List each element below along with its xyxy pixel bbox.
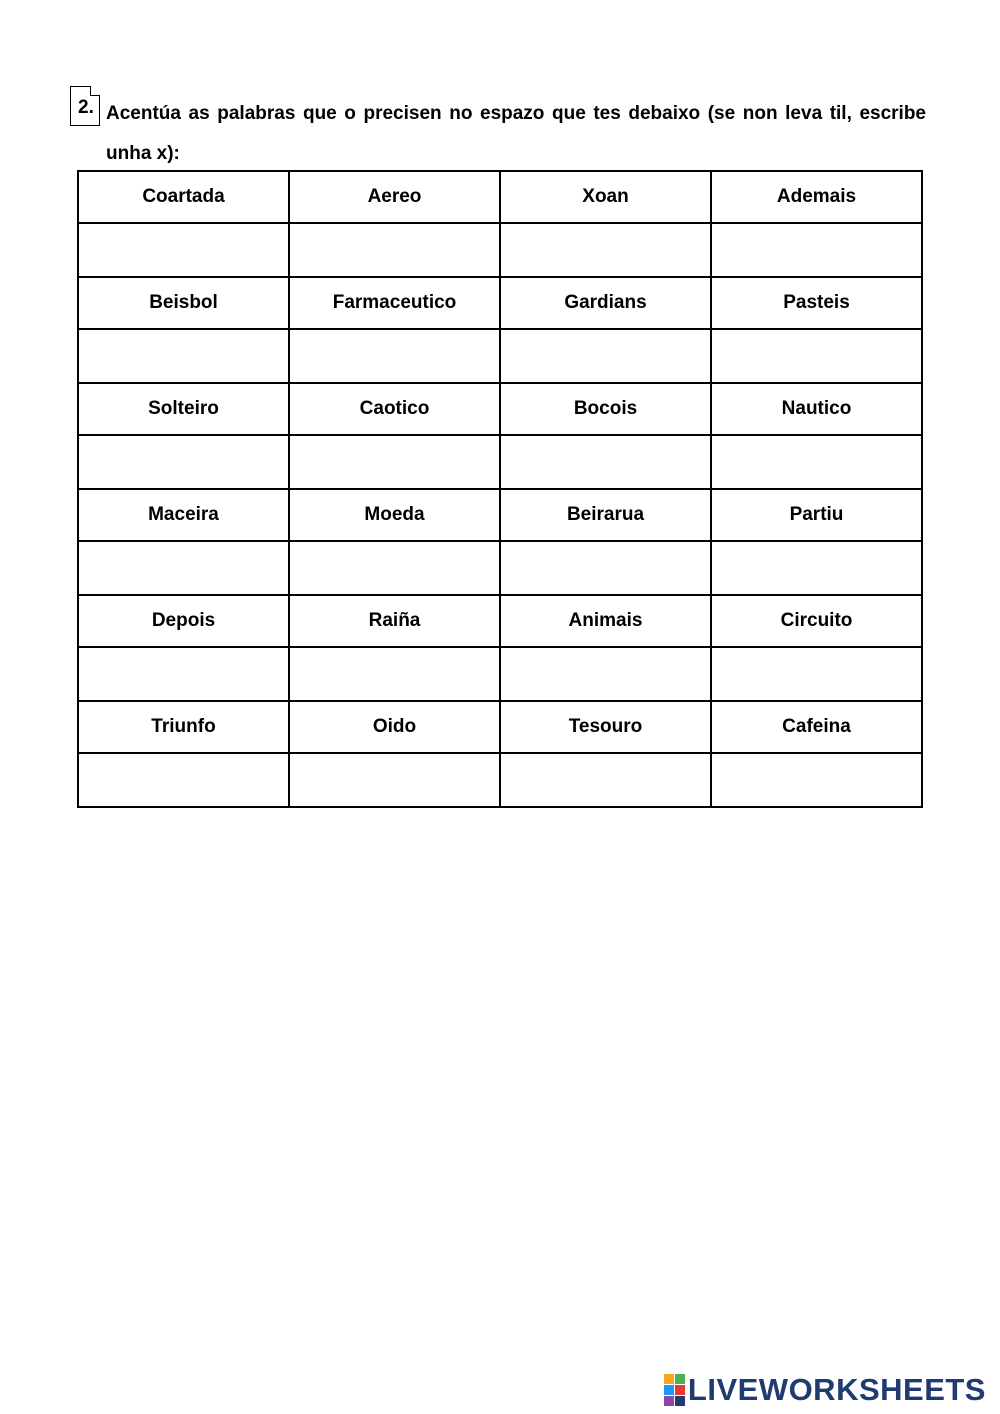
answer-cell xyxy=(711,753,922,807)
word-cell: Moeda xyxy=(289,489,500,541)
logo-text: LIVEWORKSHEETS xyxy=(687,1372,986,1407)
answer-row xyxy=(78,435,922,489)
answer-input[interactable] xyxy=(712,754,925,806)
answer-input[interactable] xyxy=(79,648,292,700)
answer-input[interactable] xyxy=(501,436,714,488)
answer-input[interactable] xyxy=(79,436,292,488)
accent-words-table xyxy=(77,170,923,808)
answer-cell xyxy=(711,223,922,277)
answer-cell xyxy=(289,541,500,595)
answer-input[interactable] xyxy=(79,542,292,594)
answer-cell xyxy=(711,541,922,595)
word-cell: Animais xyxy=(500,595,711,647)
answer-cell xyxy=(289,435,500,489)
answer-cell xyxy=(78,329,289,383)
answer-row xyxy=(78,223,922,277)
answer-input[interactable] xyxy=(712,224,925,276)
answer-input[interactable] xyxy=(501,754,714,806)
word-cell: Triunfo xyxy=(78,701,289,753)
answer-cell xyxy=(78,541,289,595)
answer-cell xyxy=(289,647,500,701)
word-row xyxy=(78,595,922,647)
answer-input[interactable] xyxy=(712,648,925,700)
word-cell: Oido xyxy=(289,701,500,753)
answer-cell xyxy=(78,435,289,489)
word-cell: Farmaceutico xyxy=(289,277,500,329)
answer-cell xyxy=(500,329,711,383)
answer-cell xyxy=(78,647,289,701)
word-row xyxy=(78,489,922,541)
answer-input[interactable] xyxy=(712,330,925,382)
answer-cell xyxy=(78,753,289,807)
answer-input[interactable] xyxy=(712,542,925,594)
answer-cell xyxy=(500,541,711,595)
word-cell: Nautico xyxy=(711,383,922,435)
answer-input[interactable] xyxy=(501,330,714,382)
answer-cell xyxy=(500,435,711,489)
answer-input[interactable] xyxy=(79,330,292,382)
word-cell: Caotico xyxy=(289,383,500,435)
answer-input[interactable] xyxy=(712,436,925,488)
word-cell: Xoan xyxy=(500,171,711,223)
answer-row xyxy=(78,647,922,701)
word-cell: Tesouro xyxy=(500,701,711,753)
answer-cell xyxy=(711,435,922,489)
word-cell: Partiu xyxy=(711,489,922,541)
answer-input[interactable] xyxy=(501,224,714,276)
answer-cell xyxy=(711,647,922,701)
answer-input[interactable] xyxy=(290,542,503,594)
answer-input[interactable] xyxy=(290,224,503,276)
answer-cell xyxy=(289,753,500,807)
answer-input[interactable] xyxy=(79,754,292,806)
word-cell: Coartada xyxy=(78,171,289,223)
answer-input[interactable] xyxy=(290,648,503,700)
question-number: 2. xyxy=(78,97,94,118)
answer-input[interactable] xyxy=(290,754,503,806)
answer-cell xyxy=(500,753,711,807)
answer-cell xyxy=(500,223,711,277)
answer-cell xyxy=(711,329,922,383)
word-row xyxy=(78,701,922,753)
word-cell: Beirarua xyxy=(500,489,711,541)
answer-row xyxy=(78,329,922,383)
answer-cell xyxy=(289,223,500,277)
word-cell: Beisbol xyxy=(78,277,289,329)
word-cell: Cafeina xyxy=(711,701,922,753)
liveworksheets-logo-icon xyxy=(664,1374,685,1406)
answer-row xyxy=(78,753,922,807)
word-cell: Pasteis xyxy=(711,277,922,329)
question-instructions: Acentúa as palabras que o precisen no espazo que tes debaixo (se non leva til, escribe unha x): xyxy=(106,103,926,164)
answer-cell xyxy=(78,223,289,277)
answer-input[interactable] xyxy=(501,648,714,700)
document-fold-icon xyxy=(90,86,100,96)
answer-cell xyxy=(289,329,500,383)
answer-cell xyxy=(500,647,711,701)
answer-input[interactable] xyxy=(79,224,292,276)
word-cell: Raiña xyxy=(289,595,500,647)
word-cell: Aereo xyxy=(289,171,500,223)
word-row xyxy=(78,171,922,223)
word-cell: Maceira xyxy=(78,489,289,541)
answer-input[interactable] xyxy=(290,330,503,382)
word-row xyxy=(78,277,922,329)
answer-input[interactable] xyxy=(290,436,503,488)
word-cell: Gardians xyxy=(500,277,711,329)
word-cell: Solteiro xyxy=(78,383,289,435)
word-cell: Bocois xyxy=(500,383,711,435)
answer-input[interactable] xyxy=(501,542,714,594)
word-cell: Depois xyxy=(78,595,289,647)
liveworksheets-logo xyxy=(664,1372,986,1408)
word-row xyxy=(78,383,922,435)
word-cell: Ademais xyxy=(711,171,922,223)
word-cell: Circuito xyxy=(711,595,922,647)
answer-row xyxy=(78,541,922,595)
